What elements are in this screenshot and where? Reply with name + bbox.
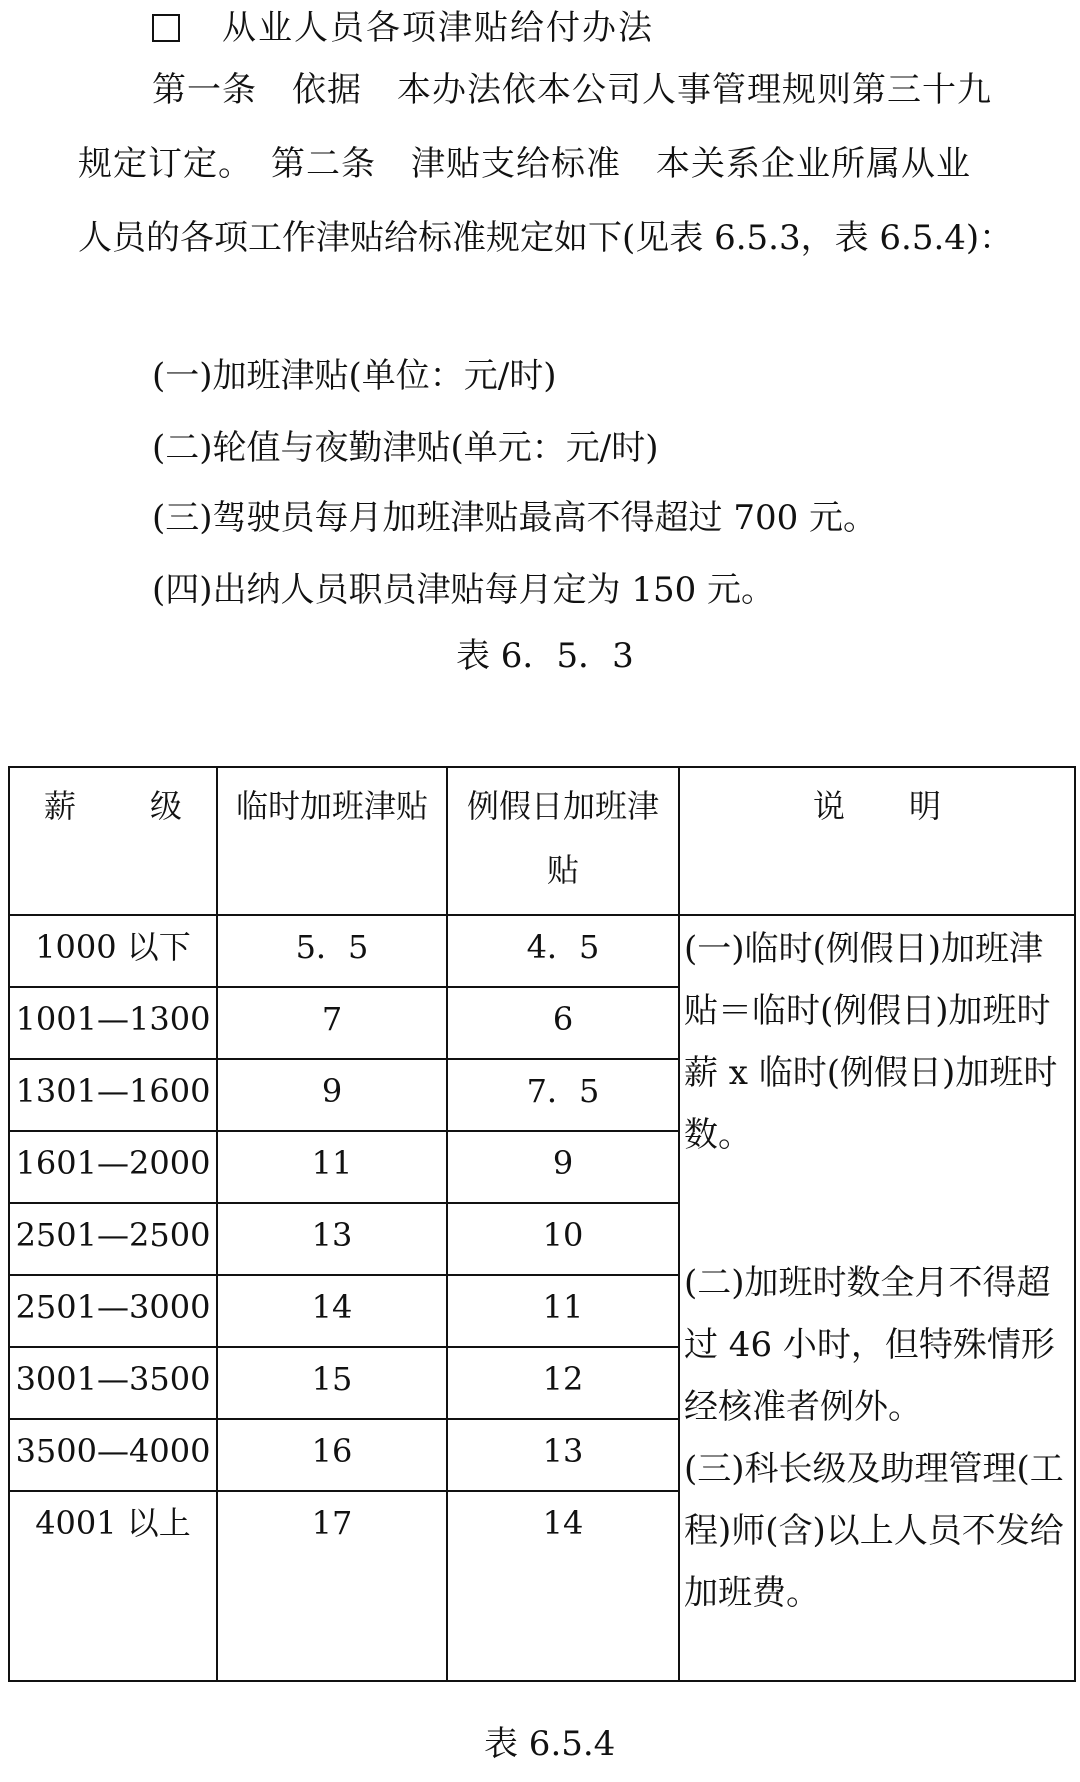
list-item-2: (二)轮值与夜勤津贴(单元：元/时)	[152, 428, 659, 468]
cell-holiday: 11	[447, 1275, 679, 1347]
cell-temp: 9	[217, 1059, 447, 1131]
document-title: 从业人员各项津贴给付办法	[222, 8, 654, 48]
cell-holiday: 14	[447, 1491, 679, 1681]
list-item-1: (一)加班津贴(单位：元/时)	[152, 356, 557, 396]
allowance-table	[8, 766, 1076, 1682]
table-row	[9, 915, 1075, 987]
cell-salary: 1601—2000	[9, 1131, 217, 1203]
empty-checkbox-icon	[152, 14, 180, 42]
list-item-3: (三)驾驶员每月加班津贴最高不得超过 700 元。	[152, 498, 878, 538]
table-header-row	[9, 767, 1075, 915]
cell-salary: 2501—2500	[9, 1203, 217, 1275]
header-temp-overtime: 临时加班津贴	[217, 767, 447, 915]
cell-salary: 3001—3500	[9, 1347, 217, 1419]
note-1: (一)临时(例假日)加班津贴＝临时(例假日)加班时薪 x 临时(例假日)加班时数。	[684, 929, 1058, 1155]
header-salary-char-1: 薪	[44, 787, 77, 825]
note-3: (三)科长级及助理管理(工程)师(含)以上人员不发给加班费。	[684, 1449, 1064, 1613]
cell-salary: 1000 以下	[9, 915, 217, 987]
header-note: 说 明	[679, 767, 1075, 915]
cell-temp: 15	[217, 1347, 447, 1419]
paragraph-line-2: 规定订定。 第二条 津贴支给标准 本关系企业所属从业	[78, 144, 971, 184]
cell-salary: 2501—3000	[9, 1275, 217, 1347]
cell-holiday: 6	[447, 987, 679, 1059]
cell-holiday: 12	[447, 1347, 679, 1419]
header-salary-char-2: 级	[149, 787, 182, 825]
paragraph-line-1: 第一条 依据 本办法依本公司人事管理规则第三十九	[152, 70, 992, 110]
cell-temp: 14	[217, 1275, 447, 1347]
cell-holiday: 13	[447, 1419, 679, 1491]
header-holiday-overtime: 例假日加班津贴	[447, 767, 679, 915]
cell-holiday: 9	[447, 1131, 679, 1203]
paragraph-line-3: 人员的各项工作津贴给标准规定如下(见表 6.5.3，表 6.5.4)：	[78, 218, 1014, 258]
cell-temp: 17	[217, 1491, 447, 1681]
table-caption-bottom: 表 6.5.4	[484, 1724, 616, 1764]
cell-salary: 4001 以上	[9, 1491, 217, 1681]
cell-temp: 5．5	[217, 915, 447, 987]
cell-holiday: 10	[447, 1203, 679, 1275]
cell-temp: 13	[217, 1203, 447, 1275]
cell-temp: 11	[217, 1131, 447, 1203]
cell-salary: 1001—1300	[9, 987, 217, 1059]
cell-salary: 3500—4000	[9, 1419, 217, 1491]
notes-cell	[679, 915, 1075, 1681]
note-2: (二)加班时数全月不得超过 46 小时，但特殊情形经核准者例外。	[684, 1263, 1055, 1427]
cell-holiday: 7．5	[447, 1059, 679, 1131]
list-item-4: (四)出纳人员职员津贴每月定为 150 元。	[152, 570, 776, 610]
cell-temp: 16	[217, 1419, 447, 1491]
header-salary-level	[9, 767, 217, 915]
cell-holiday: 4．5	[447, 915, 679, 987]
cell-salary: 1301—1600	[9, 1059, 217, 1131]
cell-temp: 7	[217, 987, 447, 1059]
table-caption-top: 表 6．5．3	[456, 636, 634, 676]
